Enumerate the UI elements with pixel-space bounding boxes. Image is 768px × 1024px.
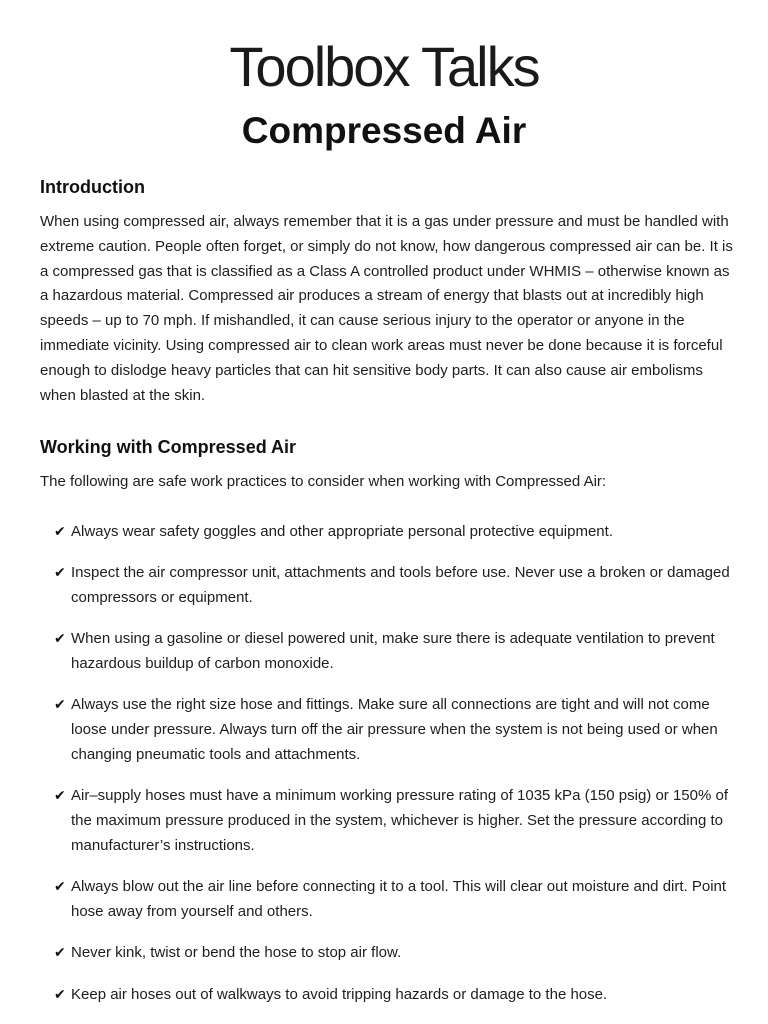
checkmark-icon: ✔	[54, 631, 66, 648]
working-heading: Working with Compressed Air	[40, 437, 297, 457]
checkmark-icon: ✔	[54, 524, 66, 540]
checkmark-icon: ✔	[54, 788, 66, 805]
introduction-paragraph: When using compressed air, always remember that it is a gas under pressure and must be handled with extreme caution. People often forget, or simply do not know, how dangerous compressed air can be. It is a compressed gas that is classified as a Class A controlled product under WHMIS – otherwise known as a hazardous material. Compressed air produces a stream of energy that blasts out at incredibly high speeds – up to 70 mph. If mishandled, it can cause serious injury to the operator or anyone in the immediate vicinity. Using compressed air to clean work areas must never be done because it is forceful enough to dislodge heavy particles that can hit sensitive body parts. It can also cause air embolisms when blasted at the skin.	[40, 213, 733, 404]
checkmark-icon: ✔	[54, 879, 66, 896]
list-item	[54, 561, 734, 611]
list-item	[54, 784, 734, 858]
list-item-text: Always use the right size hose and fittings. Make sure all connections are tight and will not come loose under pressure. Always turn off the air pressure when the system is not being used or when changing pneumatic tools and attachments.	[71, 696, 718, 764]
checkmark-icon: ✔	[54, 986, 66, 1003]
document-subtitle: Compressed Air	[241, 110, 527, 151]
list-item-text: Always blow out the air line before connecting it to a tool. This will clear out moisture and dirt. Point hose away from yourself and others.	[71, 878, 727, 921]
list-item	[54, 875, 734, 925]
introduction-heading: Introduction	[40, 177, 145, 197]
document-title: Toolbox Talks	[229, 35, 539, 98]
list-item-text: Air–supply hoses must have a minimum working pressure rating of 1035 kPa (150 psig) or 150% of the maximum pressure produced in the system, whichever is higher. Set the pressure according to manufacturer’s instructions.	[71, 787, 728, 854]
list-item	[54, 941, 734, 966]
list-item	[54, 627, 734, 677]
list-item	[54, 693, 734, 767]
checkmark-icon: ✔	[54, 945, 66, 962]
checkmark-icon: ✔	[54, 697, 66, 714]
list-item	[54, 520, 734, 545]
list-item-text: Always wear safety goggles and other appropriate personal protective equipment.	[71, 523, 613, 540]
working-lead-paragraph: The following are safe work practices to consider when working with Compressed Air:	[40, 473, 607, 490]
list-item-text: Keep air hoses out of walkways to avoid tripping hazards or damage to the hose.	[71, 985, 608, 1003]
list-item-text: Never kink, twist or bend the hose to stop air flow.	[71, 944, 402, 962]
checkmark-icon: ✔	[54, 565, 66, 582]
list-item-text: Inspect the air compressor unit, attachments and tools before use. Never use a broken or damaged compressors or equipment.	[71, 564, 730, 607]
list-item	[54, 983, 734, 1008]
safe-practices-list	[54, 520, 734, 1024]
list-item-text: When using a gasoline or diesel powered unit, make sure there is adequate ventilation to prevent hazardous buildup of carbon monoxide.	[71, 630, 715, 673]
